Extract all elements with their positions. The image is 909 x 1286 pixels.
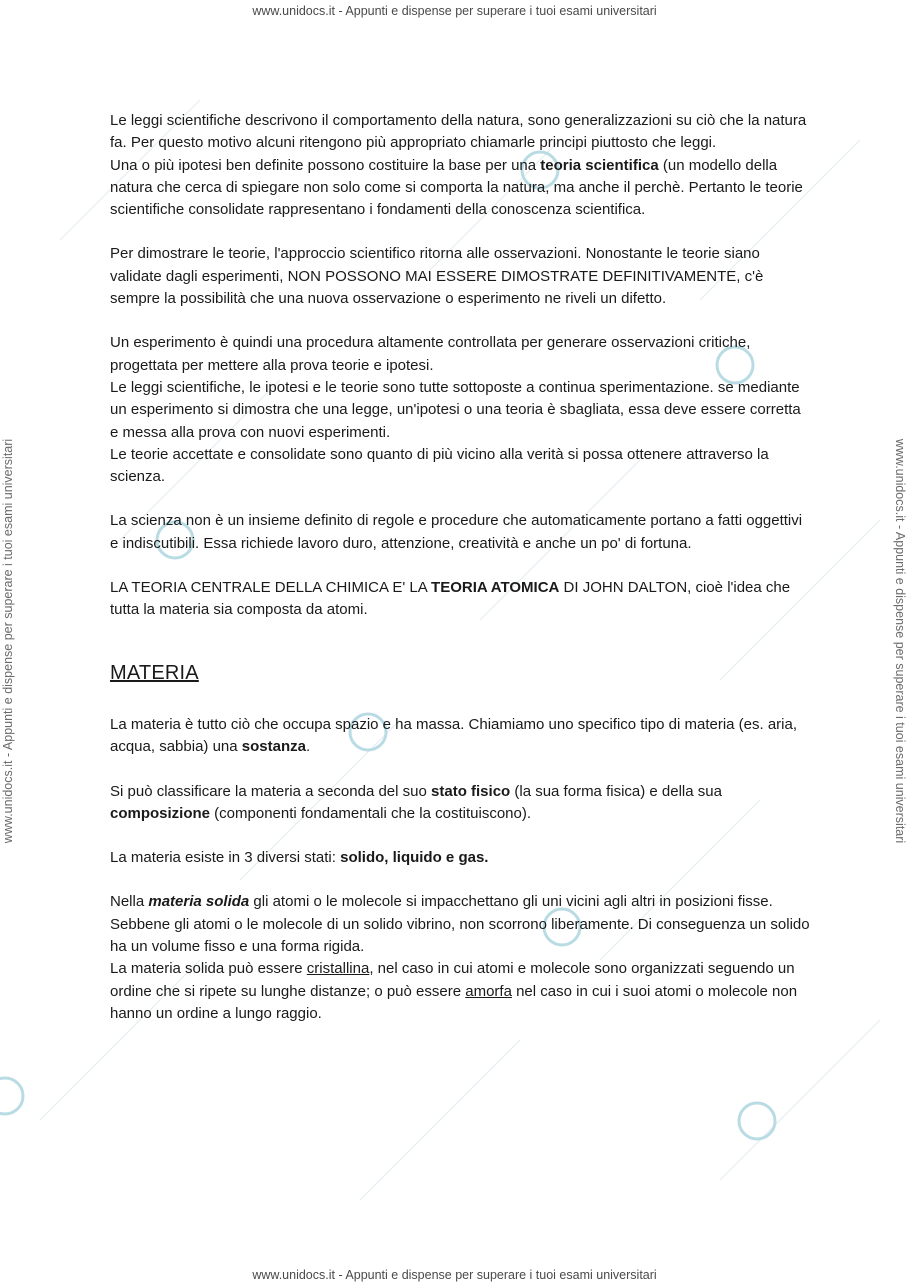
solid-a: Nella: [110, 893, 149, 911]
paragraph-theory-rest: (un modello della natura che cerca di spiegare non solo come si comporta la natura, ma anche il perchè. Pertanto le teorie scientifiche consolidate rappresentano i fondamenti della conoscenza scientifica.: [110, 156, 803, 219]
footer-watermark: www.unidocs.it - Appunti e dispense per superare i tuoi esami universitari: [252, 1268, 657, 1282]
paragraph-states: [110, 847, 810, 869]
matter-def-a: La materia è tutto ciò che occupa spazio e ha massa. Chiamiamo uno specifico tipo di materia (es. aria, acqua, sabbia) una: [110, 715, 798, 756]
bold-materia-solida: [148, 893, 249, 910]
paragraph-experiment-c: Le teorie accettate e consolidate sono quanto di più vicino alla verità si possa ottenere attraverso la scienza.: [110, 445, 769, 486]
paragraph-demonstrate: Per dimostrare le teorie, l'approccio scientifico ritorna alle osservazioni. Nonostante le teorie siano validate dagli esperimenti, NON POSSONO MAI ESSERE DIMOSTRATE DEFINITIVAMENTE, c'è sempre la possibilità che una nuova osservazione o esperimento ne riveli un difetto.: [110, 245, 764, 308]
bold-teoria-atomica: TEORIA ATOMICA: [431, 579, 560, 597]
solid-b: gli atomi o le molecole si impacchettano gli uni vicini agli altri in posizioni fisse. Sebbene gli atomi o le molecole di un solido vibrino, non scorrono liberamente. Di conseguenza un solido ha un volume fisso e una forma rigida.: [110, 893, 810, 956]
solid-e: nel caso in cui i suoi atomi o molecole non hanno un ordine a lungo raggio.: [110, 982, 798, 1022]
paragraph-science: La scienza non è un insieme definito di regole e procedure che automaticamente portano a fatti oggettivi e indiscutibili. Essa richiede lavoro duro, attenzione, creatività e anche un po' di fortuna.: [110, 512, 803, 552]
atomic-theory-b: DI JOHN DALTON, cioè l'idea che tutta la materia sia composta da atomi.: [110, 579, 791, 619]
paragraph-classify: [110, 781, 810, 826]
paragraph-experiment: [110, 332, 810, 488]
paragraph-solid: [110, 891, 810, 1025]
document-body: [110, 110, 810, 1047]
paragraph-experiment-a: Un esperimento è quindi una procedura altamente controllata per generare osservazioni critiche, progettata per mettere alla prova teorie e ipotesi.: [110, 334, 751, 374]
paragraph-laws-text: Le leggi scientifiche descrivono il comportamento della natura, sono generalizzazioni su ciò che la natura fa. Per questo motivo alcuni ritengono più appropriato chiamarle principi piuttosto che leggi.: [110, 112, 807, 152]
bold-sostanza: sostanza: [241, 738, 306, 756]
right-side-watermark: www.unidocs.it - Appunti e dispense per superare i tuoi esami universitari: [893, 438, 907, 844]
bold-teoria-scientifica: teoria scientifica: [540, 156, 659, 174]
underline-cristallina: cristallina: [306, 960, 370, 978]
classify-c: (componenti fondamentali che la costituiscono).: [210, 804, 532, 822]
solid-d: , nel caso in cui atomi e molecole sono organizzati seguendo un ordine che si ripete su lunghe distanze; o può essere: [110, 960, 795, 1000]
paragraph-theory-intro: Una o più ipotesi ben definite possono costituire la base per una: [110, 156, 541, 174]
paragraph-laws: [110, 110, 810, 221]
underline-amorfa: amorfa: [465, 982, 512, 1000]
left-side-watermark: www.unidocs.it - Appunti e dispense per superare i tuoi esami universitari: [1, 438, 15, 844]
paragraph-experiment-b: Le leggi scientifiche, le ipotesi e le teorie sono tutte sottoposte a continua sperimentazione. se mediante un esperimento si dimostra che una legge, un'ipotesi o una teoria è sbagliata, essa deve essere corretta e messa alla prova con nuovi esperimenti.: [110, 378, 801, 441]
classify-b: (la sua forma fisica) e della sua: [510, 782, 722, 800]
states-a: La materia esiste in 3 diversi stati:: [110, 849, 341, 867]
paragraph-atomic-theory: [110, 577, 810, 622]
header-watermark: www.unidocs.it - Appunti e dispense per superare i tuoi esami universitari: [252, 4, 657, 18]
bold-states: solido, liquido e gas.: [340, 849, 489, 867]
solid-c: La materia solida può essere: [110, 960, 307, 978]
classify-a: Si può classificare la materia a seconda del suo: [110, 782, 432, 800]
matter-def-b: .: [305, 738, 311, 756]
italic-materia-solida: materia solida: [148, 893, 250, 911]
section-heading-materia: MATERIA: [110, 661, 199, 684]
atomic-theory-a: LA TEORIA CENTRALE DELLA CHIMICA E' LA: [110, 579, 432, 597]
bold-composizione: composizione: [110, 804, 211, 822]
paragraph-matter-def: [110, 714, 810, 759]
bold-stato-fisico: stato fisico: [431, 782, 511, 800]
